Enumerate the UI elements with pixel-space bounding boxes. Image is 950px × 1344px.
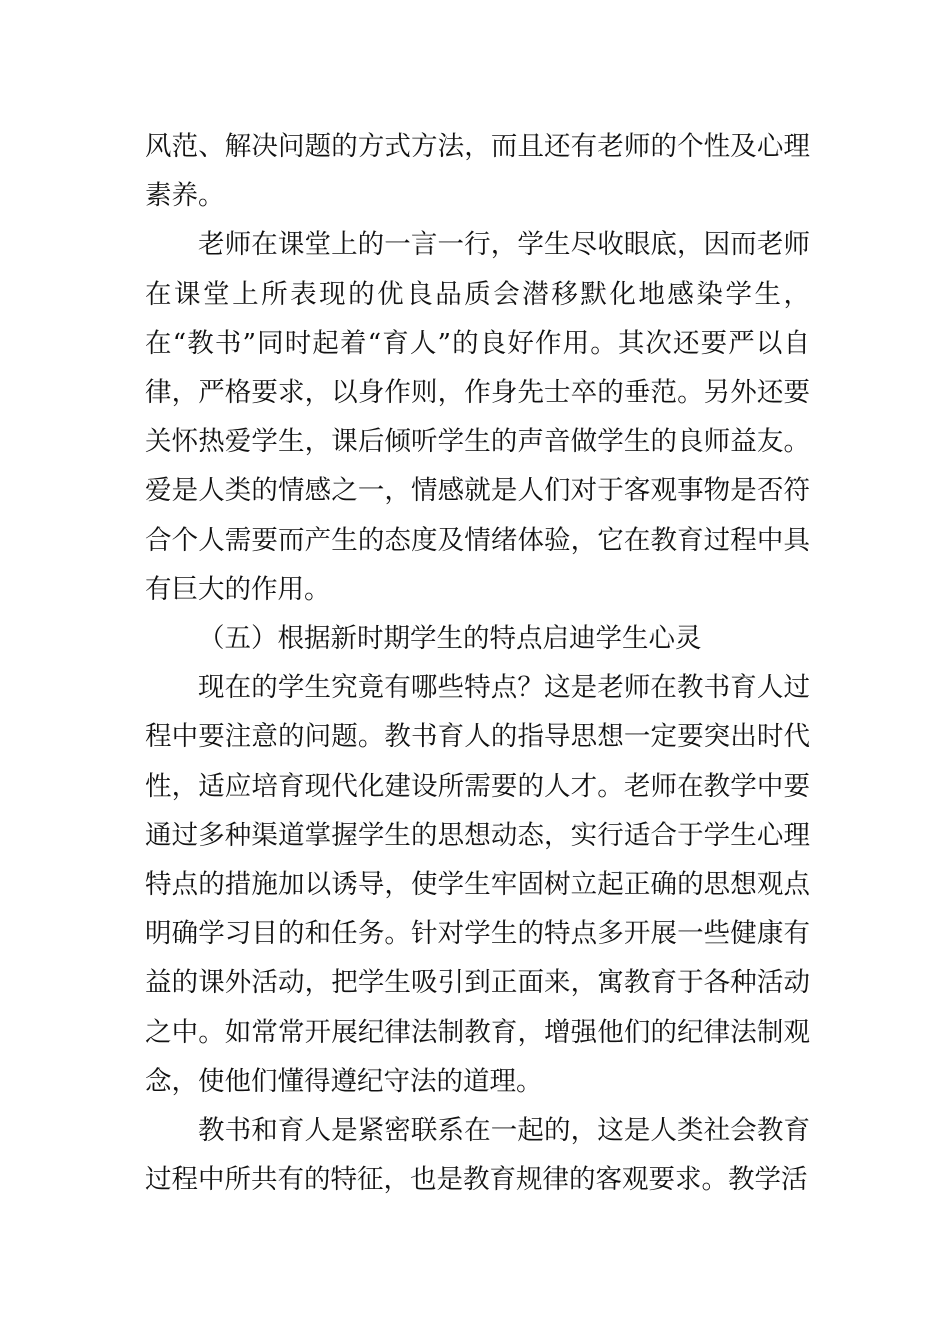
paragraph-teacher-conduct: 老师在课堂上的一言一行，学生尽收眼底，因而老师在课堂上所表现的优良品质会潜移默化地感染学生，在“教书”同时起着“育人”的良好作用。其次还要严以自律，严格要求，以身作则，作身先士卒的垂范。另外还要关怀热爱学生，课后倾听学生的声音做学生的良师益友。爱是人类的情感之一，情感就是人们对于客观事物是否符合个人需要而产生的态度及情绪体验，它在教育过程中具有巨大的作用。 bbox=[145, 229, 810, 605]
paragraph-continuation: 风范、解决问题的方式方法，而且还有老师的个性及心理素养。 bbox=[145, 131, 810, 212]
section-heading-five: （五）根据新时期学生的特点启迪学生心灵 bbox=[198, 623, 702, 655]
paragraph-teaching-and-educating: 教书和育人是紧密联系在一起的，这是人类社会教育过程中所共有的特征，也是教育规律的客观要求。教学活 bbox=[145, 1115, 810, 1196]
paragraph-student-traits: 现在的学生究竟有哪些特点？这是老师在教书育人过程中要注意的问题。教书育人的指导思想一定要突出时代性，适应培育现代化建设所需要的人才。老师在教学中要通过多种渠道掌握学生的思想动态，实行适合于学生心理特点的措施加以诱导，使学生牢固树立起正确的思想观点明确学习目的和任务。针对学生的特点多开展一些健康有益的课外活动，把学生吸引到正面来，寓教育于各种活动之中。如常常开展纪律法制教育，增强他们的纪律法制观念，使他们懂得遵纪守法的道理。 bbox=[145, 672, 810, 1097]
document-page bbox=[145, 122, 810, 1204]
